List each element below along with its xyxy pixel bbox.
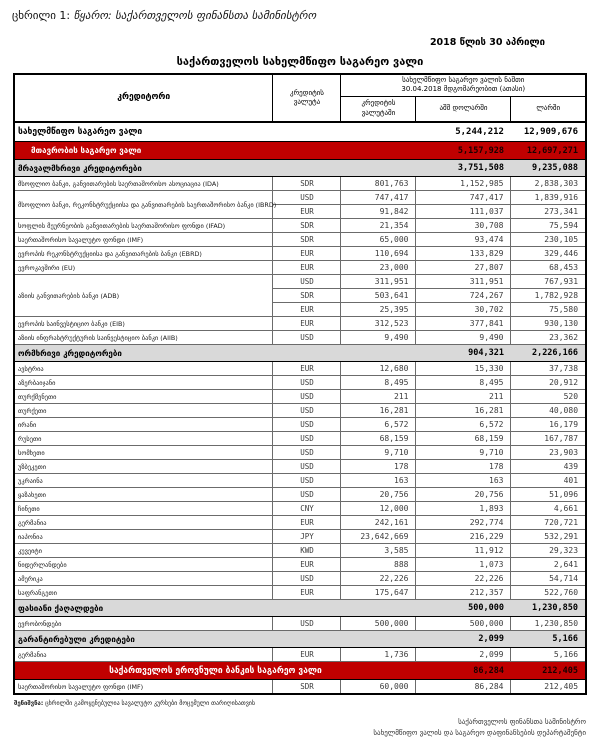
table-row: [14, 177, 586, 191]
amount-in-currency-cell: 9,710: [341, 446, 416, 460]
caption-source: წყარო: საქართველოს ფინანსთა სამინისტრო: [73, 9, 317, 22]
amount-in-currency-cell: 178: [341, 460, 416, 474]
amount-in-currency-cell: 175,647: [341, 586, 416, 600]
amount-gel-cell: 767,931: [511, 275, 586, 289]
table-row: [14, 219, 586, 233]
amount-usd-cell: 93,474: [416, 233, 511, 247]
amount-usd-cell: 1,073: [416, 558, 511, 572]
currency-cell: EUR: [273, 648, 341, 662]
amount-usd-cell: 5,244,212: [416, 122, 511, 142]
currency-cell: SDR: [273, 680, 341, 695]
amount-in-currency-cell: 12,680: [341, 362, 416, 376]
creditor-cell: მსოფლიო ბანკი, რეკონსტრუქციისა და განვითარების საერთაშორისო ბანკი (IBRD): [14, 191, 273, 219]
amount-gel-cell: 720,721: [511, 516, 586, 530]
amount-usd-cell: 86,284: [416, 662, 511, 680]
amount-gel-cell: 2,641: [511, 558, 586, 572]
table-row: [14, 432, 586, 446]
currency-cell: EUR: [273, 247, 341, 261]
amount-in-currency-cell: 22,226: [341, 572, 416, 586]
table-row: [14, 617, 586, 631]
amount-in-currency-cell: 8,495: [341, 376, 416, 390]
amount-in-currency-cell: 500,000: [341, 617, 416, 631]
table-row: [14, 572, 586, 586]
org-line-2: სახელმწიფო ვალის და საგარეო დაფინანსების დეპარტამენტი: [373, 729, 586, 738]
table-row: [14, 662, 586, 680]
header-col-gel: ლარში: [511, 96, 586, 122]
page-title: საქართველოს სახელმწიფო საგარეო ვალი: [176, 55, 424, 68]
creditor-cell: ამერიკა: [14, 572, 273, 586]
table-row: [14, 418, 586, 432]
table-row: [14, 586, 586, 600]
creditor-cell: საფრანგეთი: [14, 586, 273, 600]
amount-in-currency-cell: 242,161: [341, 516, 416, 530]
creditor-cell: ევროპის საინვესტიციო ბანკი (EIB): [14, 317, 273, 331]
footnote-text: ცხრილში გამოყენებულია სავალუტო კურსები მოცემული თარიღისათვის: [43, 700, 256, 707]
currency-cell: USD: [273, 460, 341, 474]
table-row: [14, 648, 586, 662]
creditor-cell: ევროკავშირი (EU): [14, 261, 273, 275]
creditor-cell: გერმანია: [14, 516, 273, 530]
amount-usd-cell: 5,157,928: [416, 142, 511, 160]
creditor-cell: საერთაშორისო სავალუტო ფონდი (IMF): [14, 233, 273, 247]
amount-gel-cell: 329,446: [511, 247, 586, 261]
amount-in-currency-cell: 801,763: [341, 177, 416, 191]
creditor-cell: აზიის განვითარების ბანკი (ADB): [14, 275, 273, 317]
amount-gel-cell: 12,909,676: [511, 122, 586, 142]
amount-usd-cell: 27,807: [416, 261, 511, 275]
creditor-cell: კუვეიტი: [14, 544, 273, 558]
table-row: [14, 376, 586, 390]
currency-cell: EUR: [273, 362, 341, 376]
currency-cell: USD: [273, 474, 341, 488]
currency-cell: SDR: [273, 177, 341, 191]
creditor-cell: მსოფლიო ბანკი, განვითარების საერთაშორისო ასოციაცია (IDA): [14, 177, 273, 191]
amount-usd-cell: 111,037: [416, 205, 511, 219]
amount-usd-cell: 1,893: [416, 502, 511, 516]
report-date: 2018 წლის 30 აპრილი: [429, 37, 545, 48]
currency-cell: USD: [273, 418, 341, 432]
amount-gel-cell: 930,130: [511, 317, 586, 331]
table-row: [14, 488, 586, 502]
amount-gel-cell: 439: [511, 460, 586, 474]
table-row: [14, 530, 586, 544]
table-row: [14, 390, 586, 404]
currency-cell: EUR: [273, 516, 341, 530]
amount-in-currency-cell: 3,585: [341, 544, 416, 558]
creditor-cell: საერთაშორისო სავალუტო ფონდი (IMF): [14, 680, 273, 695]
currency-cell: USD: [273, 331, 341, 345]
currency-cell: EUR: [273, 317, 341, 331]
amount-in-currency-cell: 211: [341, 390, 416, 404]
amount-gel-cell: 212,405: [511, 662, 586, 680]
amount-in-currency-cell: 503,641: [341, 289, 416, 303]
currency-cell: EUR: [273, 586, 341, 600]
header-balance-line1: სახელმწიფო საგარეო ვალის ნაშთი: [402, 75, 525, 84]
table-row: [14, 160, 586, 177]
table-row: [14, 446, 586, 460]
amount-usd-cell: 20,756: [416, 488, 511, 502]
table-header: [14, 74, 586, 122]
amount-usd-cell: 22,226: [416, 572, 511, 586]
amount-in-currency-cell: 9,490: [341, 331, 416, 345]
amount-gel-cell: 4,661: [511, 502, 586, 516]
table-row: [14, 345, 586, 362]
creditor-cell: ნიდერლანდები: [14, 558, 273, 572]
header-balance-line2: 30.04.2018 მდგომარეობით (ათასი): [401, 85, 526, 94]
amount-usd-cell: 500,000: [416, 617, 511, 631]
amount-gel-cell: 75,580: [511, 303, 586, 317]
amount-in-currency-cell: 25,395: [341, 303, 416, 317]
table-row: [14, 142, 586, 160]
amount-gel-cell: 273,341: [511, 205, 586, 219]
creditor-cell: აზერბაიჯანი: [14, 376, 273, 390]
debt-table-body: [14, 122, 586, 694]
amount-usd-cell: 212,357: [416, 586, 511, 600]
amount-gel-cell: 1,230,850: [511, 617, 586, 631]
creditor-cell: სოფლის მეურნეობის განვითარების საერთაშორისო ფონდი (IFAD): [14, 219, 273, 233]
amount-gel-cell: 230,105: [511, 233, 586, 247]
creditor-cell: ავსტრია: [14, 362, 273, 376]
amount-gel-cell: 1,839,916: [511, 191, 586, 205]
amount-gel-cell: 16,179: [511, 418, 586, 432]
header-balance-group: [341, 74, 586, 96]
external-debt-table: [13, 73, 587, 695]
org-line-1: საქართველოს ფინანსთა სამინისტრო: [458, 718, 586, 726]
currency-cell: USD: [273, 376, 341, 390]
currency-cell: USD: [273, 617, 341, 631]
currency-cell: USD: [273, 390, 341, 404]
amount-in-currency-cell: 1,736: [341, 648, 416, 662]
amount-gel-cell: 212,405: [511, 680, 586, 695]
creditor-cell: სომხეთი: [14, 446, 273, 460]
amount-usd-cell: 747,417: [416, 191, 511, 205]
currency-cell: EUR: [273, 558, 341, 572]
group-label-cell: გარანტირებული კრედიტები: [14, 631, 416, 648]
caption-prefix: ცხრილი 1:: [12, 9, 74, 22]
creditor-cell: უკრაინა: [14, 474, 273, 488]
amount-usd-cell: 3,751,508: [416, 160, 511, 177]
currency-cell: KWD: [273, 544, 341, 558]
amount-in-currency-cell: 91,842: [341, 205, 416, 219]
amount-gel-cell: 1,782,928: [511, 289, 586, 303]
creditor-cell: ჩინეთი: [14, 502, 273, 516]
currency-cell: EUR: [273, 303, 341, 317]
amount-gel-cell: 23,903: [511, 446, 586, 460]
header-col-usd: აშშ დოლარში: [416, 96, 511, 122]
table-row: [14, 275, 586, 289]
amount-usd-cell: 377,841: [416, 317, 511, 331]
amount-usd-cell: 216,229: [416, 530, 511, 544]
amount-usd-cell: 163: [416, 474, 511, 488]
amount-gel-cell: 522,760: [511, 586, 586, 600]
amount-in-currency-cell: 163: [341, 474, 416, 488]
amount-usd-cell: 178: [416, 460, 511, 474]
amount-usd-cell: 133,829: [416, 247, 511, 261]
table-row: [14, 474, 586, 488]
amount-usd-cell: 292,774: [416, 516, 511, 530]
amount-usd-cell: 11,912: [416, 544, 511, 558]
amount-gel-cell: 20,912: [511, 376, 586, 390]
currency-cell: USD: [273, 446, 341, 460]
amount-usd-cell: 9,490: [416, 331, 511, 345]
amount-gel-cell: 2,838,303: [511, 177, 586, 191]
table-row: [14, 558, 586, 572]
group-label-cell: სახელმწიფო საგარეო ვალი: [14, 122, 416, 142]
amount-gel-cell: 68,453: [511, 261, 586, 275]
amount-gel-cell: 9,235,088: [511, 160, 586, 177]
table-row: [14, 404, 586, 418]
amount-gel-cell: 520: [511, 390, 586, 404]
amount-usd-cell: 86,284: [416, 680, 511, 695]
creditor-cell: აზიის ინფრასტრუქტურის საინვესტიციო ბანკი (AIIB): [14, 331, 273, 345]
currency-cell: USD: [273, 432, 341, 446]
table-row: [14, 247, 586, 261]
table-row: [14, 317, 586, 331]
amount-gel-cell: 5,166: [511, 648, 586, 662]
amount-gel-cell: 40,080: [511, 404, 586, 418]
amount-in-currency-cell: 68,159: [341, 432, 416, 446]
table-row: [14, 516, 586, 530]
amount-usd-cell: 6,572: [416, 418, 511, 432]
table-row: [14, 191, 586, 205]
amount-in-currency-cell: 6,572: [341, 418, 416, 432]
currency-cell: USD: [273, 404, 341, 418]
amount-gel-cell: 167,787: [511, 432, 586, 446]
amount-gel-cell: 1,230,850: [511, 600, 586, 617]
currency-cell: SDR: [273, 219, 341, 233]
amount-usd-cell: 1,152,985: [416, 177, 511, 191]
creditor-cell: ევროპის რეკონსტრუქციისა და განვითარების ბანკი (EBRD): [14, 247, 273, 261]
currency-cell: USD: [273, 275, 341, 289]
currency-cell: EUR: [273, 205, 341, 219]
table-row: [14, 544, 586, 558]
group-label-cell: ორმხრივი კრედიტორები: [14, 345, 416, 362]
footnote-label: შენიშვნა:: [14, 700, 44, 707]
amount-gel-cell: 23,362: [511, 331, 586, 345]
creditor-cell: თურქმენეთი: [14, 390, 273, 404]
currency-cell: SDR: [273, 289, 341, 303]
currency-cell: USD: [273, 572, 341, 586]
amount-in-currency-cell: 65,000: [341, 233, 416, 247]
table-row: [14, 362, 586, 376]
creditor-cell: გერმანია: [14, 648, 273, 662]
creditor-cell: ირანი: [14, 418, 273, 432]
table-row: [14, 331, 586, 345]
amount-in-currency-cell: 60,000: [341, 680, 416, 695]
amount-usd-cell: 311,951: [416, 275, 511, 289]
creditor-cell: ყაზახეთი: [14, 488, 273, 502]
currency-cell: JPY: [273, 530, 341, 544]
header-credit-currency-label: კრედიტის ვალუტა: [290, 88, 324, 106]
table-row: [14, 122, 586, 142]
group-label-cell: ფასიანი ქაღალდები: [14, 600, 416, 617]
amount-gel-cell: 532,291: [511, 530, 586, 544]
table-row: [14, 233, 586, 247]
amount-usd-cell: 2,099: [416, 648, 511, 662]
amount-in-currency-cell: 312,523: [341, 317, 416, 331]
creditor-cell: ევრობონდები: [14, 617, 273, 631]
currency-cell: SDR: [273, 233, 341, 247]
amount-usd-cell: 15,330: [416, 362, 511, 376]
currency-cell: USD: [273, 191, 341, 205]
amount-gel-cell: 37,738: [511, 362, 586, 376]
currency-cell: CNY: [273, 502, 341, 516]
table-row: [14, 600, 586, 617]
group-label-cell: მრავალმხრივი კრედიტორები: [14, 160, 416, 177]
amount-usd-cell: 30,708: [416, 219, 511, 233]
amount-gel-cell: 29,323: [511, 544, 586, 558]
amount-usd-cell: 30,702: [416, 303, 511, 317]
amount-gel-cell: 5,166: [511, 631, 586, 648]
amount-in-currency-cell: 20,756: [341, 488, 416, 502]
amount-usd-cell: 724,267: [416, 289, 511, 303]
amount-usd-cell: 500,000: [416, 600, 511, 617]
amount-usd-cell: 2,099: [416, 631, 511, 648]
amount-gel-cell: 401: [511, 474, 586, 488]
amount-usd-cell: 9,710: [416, 446, 511, 460]
amount-in-currency-cell: 16,281: [341, 404, 416, 418]
creditor-cell: უზბეკეთი: [14, 460, 273, 474]
amount-in-currency-cell: 747,417: [341, 191, 416, 205]
amount-in-currency-cell: 23,000: [341, 261, 416, 275]
header-col-in-currency-label: კრედიტის ვალუტაში: [361, 99, 396, 117]
table-row: [14, 680, 586, 695]
table-row: [14, 460, 586, 474]
amount-usd-cell: 16,281: [416, 404, 511, 418]
amount-usd-cell: 904,321: [416, 345, 511, 362]
table-row: [14, 631, 586, 648]
amount-gel-cell: 12,697,271: [511, 142, 586, 160]
amount-usd-cell: 8,495: [416, 376, 511, 390]
amount-in-currency-cell: 888: [341, 558, 416, 572]
table-row: [14, 261, 586, 275]
creditor-cell: თურქეთი: [14, 404, 273, 418]
currency-cell: USD: [273, 488, 341, 502]
currency-cell: EUR: [273, 261, 341, 275]
table-row: [14, 502, 586, 516]
amount-gel-cell: 54,714: [511, 572, 586, 586]
amount-in-currency-cell: 311,951: [341, 275, 416, 289]
amount-in-currency-cell: 21,354: [341, 219, 416, 233]
table-caption: [0, 0, 600, 22]
amount-gel-cell: 75,594: [511, 219, 586, 233]
amount-in-currency-cell: 23,642,669: [341, 530, 416, 544]
amount-in-currency-cell: 12,000: [341, 502, 416, 516]
group-label-cell: მთავრობის საგარეო ვალი: [14, 142, 416, 160]
amount-gel-cell: 51,096: [511, 488, 586, 502]
amount-gel-cell: 2,226,166: [511, 345, 586, 362]
header-creditor: კრედიტორი: [14, 74, 273, 122]
footnote: [14, 700, 600, 707]
header-col-in-currency: [341, 96, 416, 122]
group-label-cell: საქართველოს ეროვნული ბანკის საგარეო ვალი: [14, 662, 416, 680]
creditor-cell: რუსეთი: [14, 432, 273, 446]
creditor-cell: იაპონია: [14, 530, 273, 544]
amount-usd-cell: 211: [416, 390, 511, 404]
amount-usd-cell: 68,159: [416, 432, 511, 446]
organization-signature: [0, 717, 586, 739]
header-credit-currency: [273, 74, 341, 122]
amount-in-currency-cell: 110,694: [341, 247, 416, 261]
